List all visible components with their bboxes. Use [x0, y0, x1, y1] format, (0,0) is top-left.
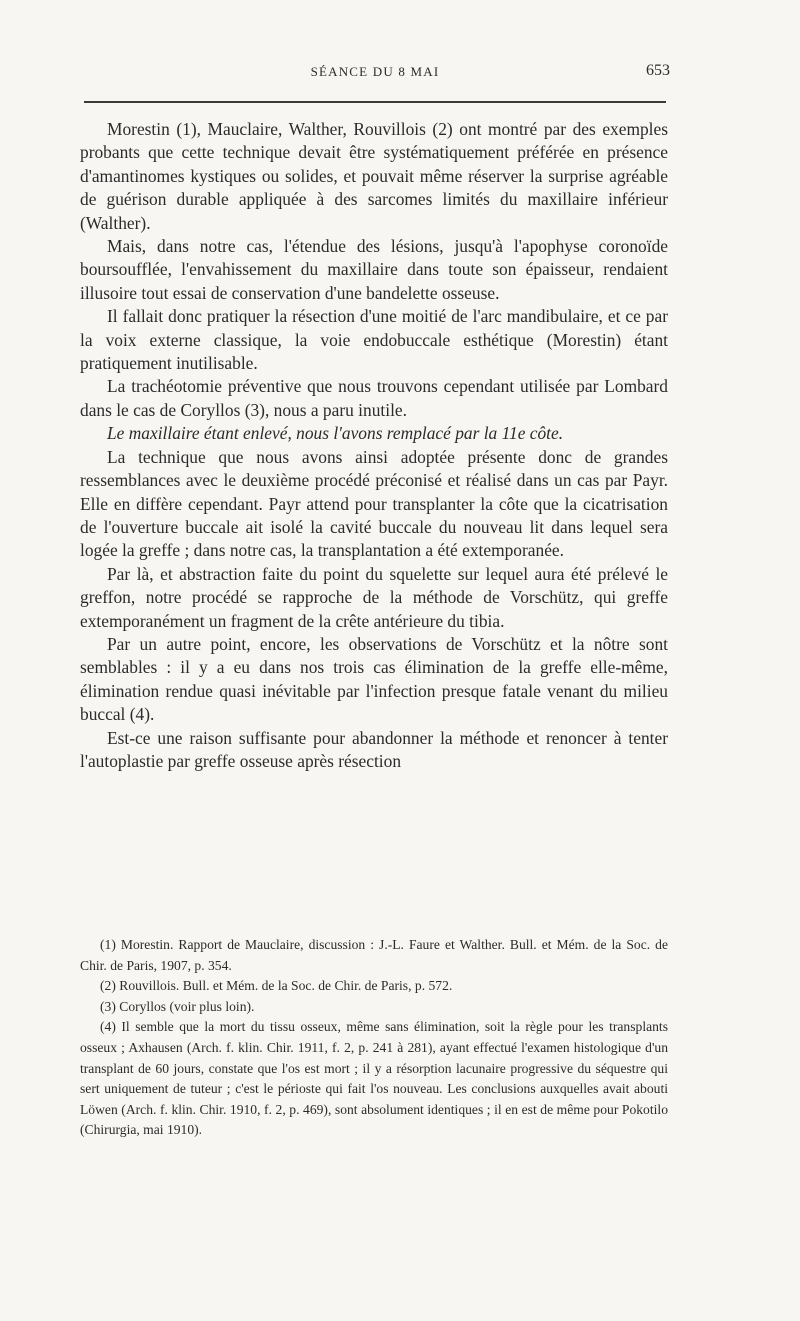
page-header	[80, 60, 670, 90]
paragraph: La technique que nous avons ainsi adoptée présente donc de grandes ressemblances avec le deuxième procédé préconisé et réalisé dans un cas par Payr. Elle en diffère cependant. Payr attend pour transplanter la côte que la cicatrisation de l'ouverture buccale ait isolé la cavité buccale du nouveau lit dans lequel sera logée la greffe ; dans notre cas, la transplantation a été extemporanée.	[80, 446, 668, 561]
paragraph: Morestin (1), Mauclaire, Walther, Rouvillois (2) ont montré par des exemples probants que cette technique devait être systématiquement préférée en présence d'amantinomes kystiques ou solides, et pouvait même réserver la surprise agréable de guérison durable appliquée à des sarcomes limités du maxillaire inférieur (Walther).	[80, 119, 668, 233]
paragraph: Il fallait donc pratiquer la résection d'une moitié de l'arc mandibulaire, et ce par la voix externe classique, la voie endobuccale esthétique (Morestin) étant pratiquement inutilisable.	[80, 306, 668, 374]
footnote: (4) Il semble que la mort du tissu osseux, même sans élimination, soit la règle pour les transplants osseux ; Axhausen (Arch. f. klin. Chir. 1911, f. 2, p. 241 à 281), ayant effectué l'examen histologique d'un transplant de 60 jours, constate que l'os est mort ; il y a résorption lacunaire progressive du séquestre qui sert uniquement de tuteur ; c'est le périoste qui fait l'os nouveau. Les conclusions auxquelles avait abouti Löwen (Arch. f. klin. Chir. 1910, f. 2, p. 469), sont absolument identiques ; il en est de même pour Pokotilo (Chirurgia, mai 1910).	[80, 1019, 668, 1138]
footnote: (1) Morestin. Rapport de Mauclaire, discussion : J.-L. Faure et Walther. Bull. et Mém. de la Soc. de Chir. de Paris, 1907, p. 354.	[80, 937, 668, 973]
paragraph: Par un autre point, encore, les observations de Vorschütz et la nôtre sont semblables : il y a eu dans nos trois cas élimination de la greffe elle-même, élimination rendue quasi inévitable par l'infection presque fatale venant du milieu buccal (4).	[80, 633, 668, 725]
body-text	[80, 118, 668, 773]
paragraph: Mais, dans notre cas, l'étendue des lésions, jusqu'à l'apophyse coronoïde boursoufflée, l'envahissement du maxillaire dans toute son épaisseur, rendaient illusoire tout essai de conservation d'une bandelette osseuse.	[80, 236, 668, 303]
running-title: SÉANCE DU 8 MAI	[310, 64, 440, 79]
paragraph: La trachéotomie préventive que nous trouvons cependant utilisée par Lombard dans le cas de Coryllos (3), nous a paru inutile.	[80, 376, 668, 420]
footnotes	[80, 935, 668, 1141]
header-rule	[84, 101, 666, 103]
footnote: (2) Rouvillois. Bull. et Mém. de la Soc. de Chir. de Paris, p. 572.	[100, 978, 453, 994]
paragraph-italic: Le maxillaire étant enlevé, nous l'avons remplacé par la 11e côte.	[107, 423, 564, 444]
paragraph: Par là, et abstraction faite du point du squelette sur lequel aura été prélevé le greffon, notre procédé se rapproche de la méthode de Vorschütz, qui greffe extemporanément un fragment de la crête antérieure du tibia.	[80, 563, 668, 631]
page-number: 653	[646, 62, 670, 79]
footnote: (3) Coryllos (voir plus loin).	[100, 998, 255, 1014]
paragraph: Est-ce une raison suffisante pour abandonner la méthode et renoncer à tenter l'autoplastie par greffe osseuse après résection	[80, 727, 668, 771]
